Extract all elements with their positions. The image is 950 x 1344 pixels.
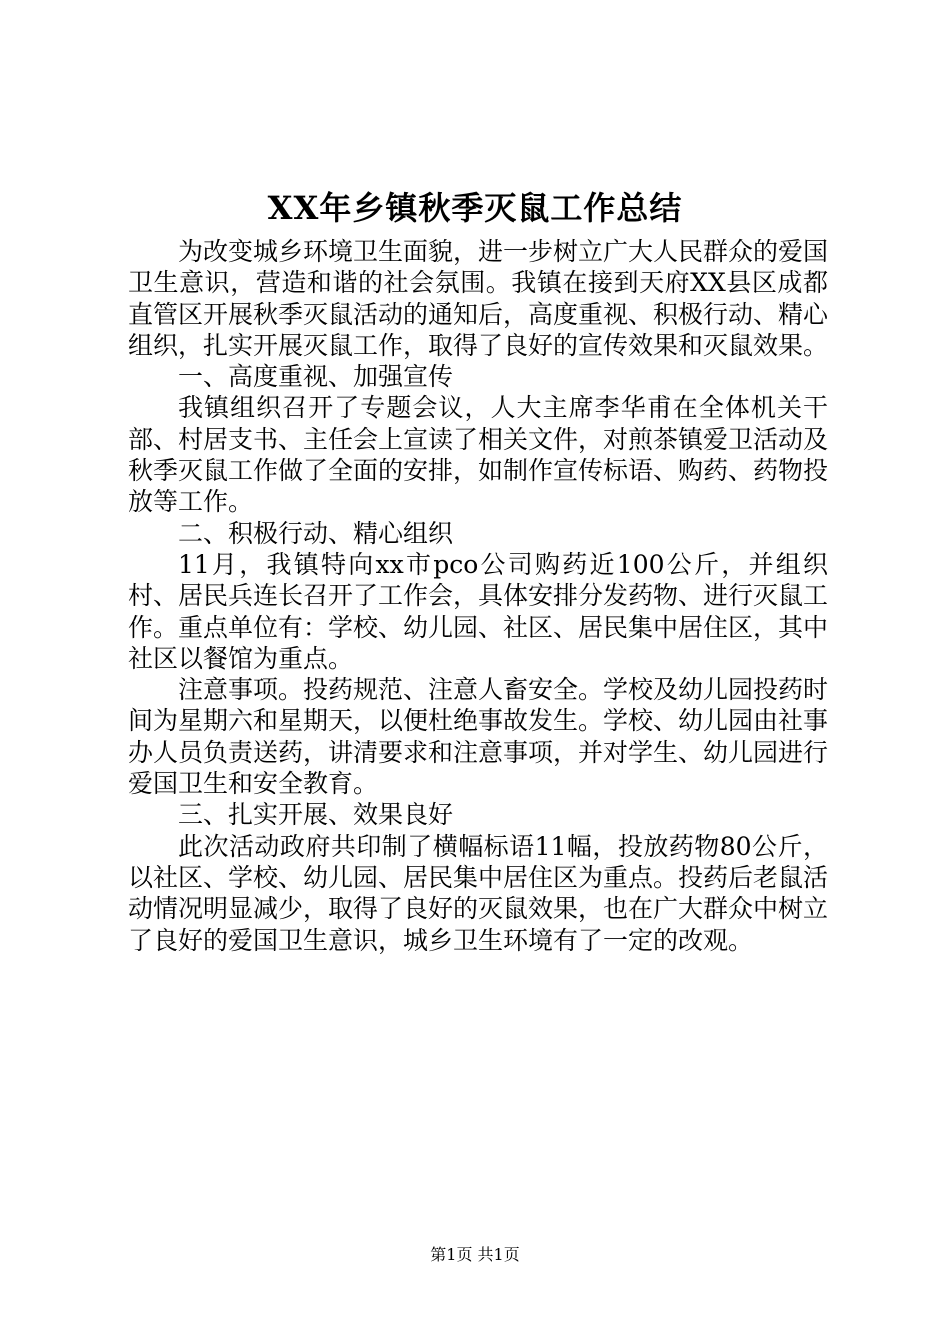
paragraph-section-3: 此次活动政府共印制了横幅标语11幅，投放药物80公斤，以社区、学校、幼儿园、居民集中居住区为重点。投药后老鼠活动情况明显减少，取得了良好的灭鼠效果，也在广大群众中树立了良好的爱国卫生意识，城乡卫生环境有了一定的改观。 [128,831,829,955]
section-heading-3: 三、扎实开展、效果良好 [178,800,454,830]
paragraph-section-1: 我镇组织召开了专题会议，人大主席李华甫在全体机关干部、村居支书、主任会上宣读了相关文件，对煎茶镇爱卫活动及秋季灭鼠工作做了全面的安排，如制作宣传标语、购药、药物投放等工作。 [128,393,829,517]
paragraph-intro: 为改变城乡环境卫生面貌，进一步树立广大人民群众的爱国卫生意识，营造和谐的社会氛围。我镇在接到天府XX县区成都直管区开展秋季灭鼠活动的通知后，高度重视、积极行动、精心组织，扎实开展灭鼠工作，取得了良好的宣传效果和灭鼠效果。 [128,237,829,360]
document-body [128,236,828,956]
paragraph-section-2: 11月，我镇特向xx市pco公司购药近100公斤，并组织村、居民兵连长召开了工作会，具体安排分发药物、进行灭鼠工作。重点单位有：学校、幼儿园、社区、居民集中居住区，其中社区以餐馆为重点。 [128,549,829,673]
page-number-footer: 第1页 共1页 [430,1245,520,1264]
document-title: XX年乡镇秋季灭鼠工作总结 [267,189,683,227]
section-heading-2: 二、积极行动、精心组织 [178,518,454,548]
section-heading-1: 一、高度重视、加强宣传 [178,362,454,392]
paragraph-precautions: 注意事项。投药规范、注意人畜安全。学校及幼儿园投药时间为星期六和星期天，以便杜绝事故发生。学校、幼儿园由社事办人员负责送药，讲清要求和注意事项，并对学生、幼儿园进行爱国卫生和安全教育。 [128,675,829,799]
